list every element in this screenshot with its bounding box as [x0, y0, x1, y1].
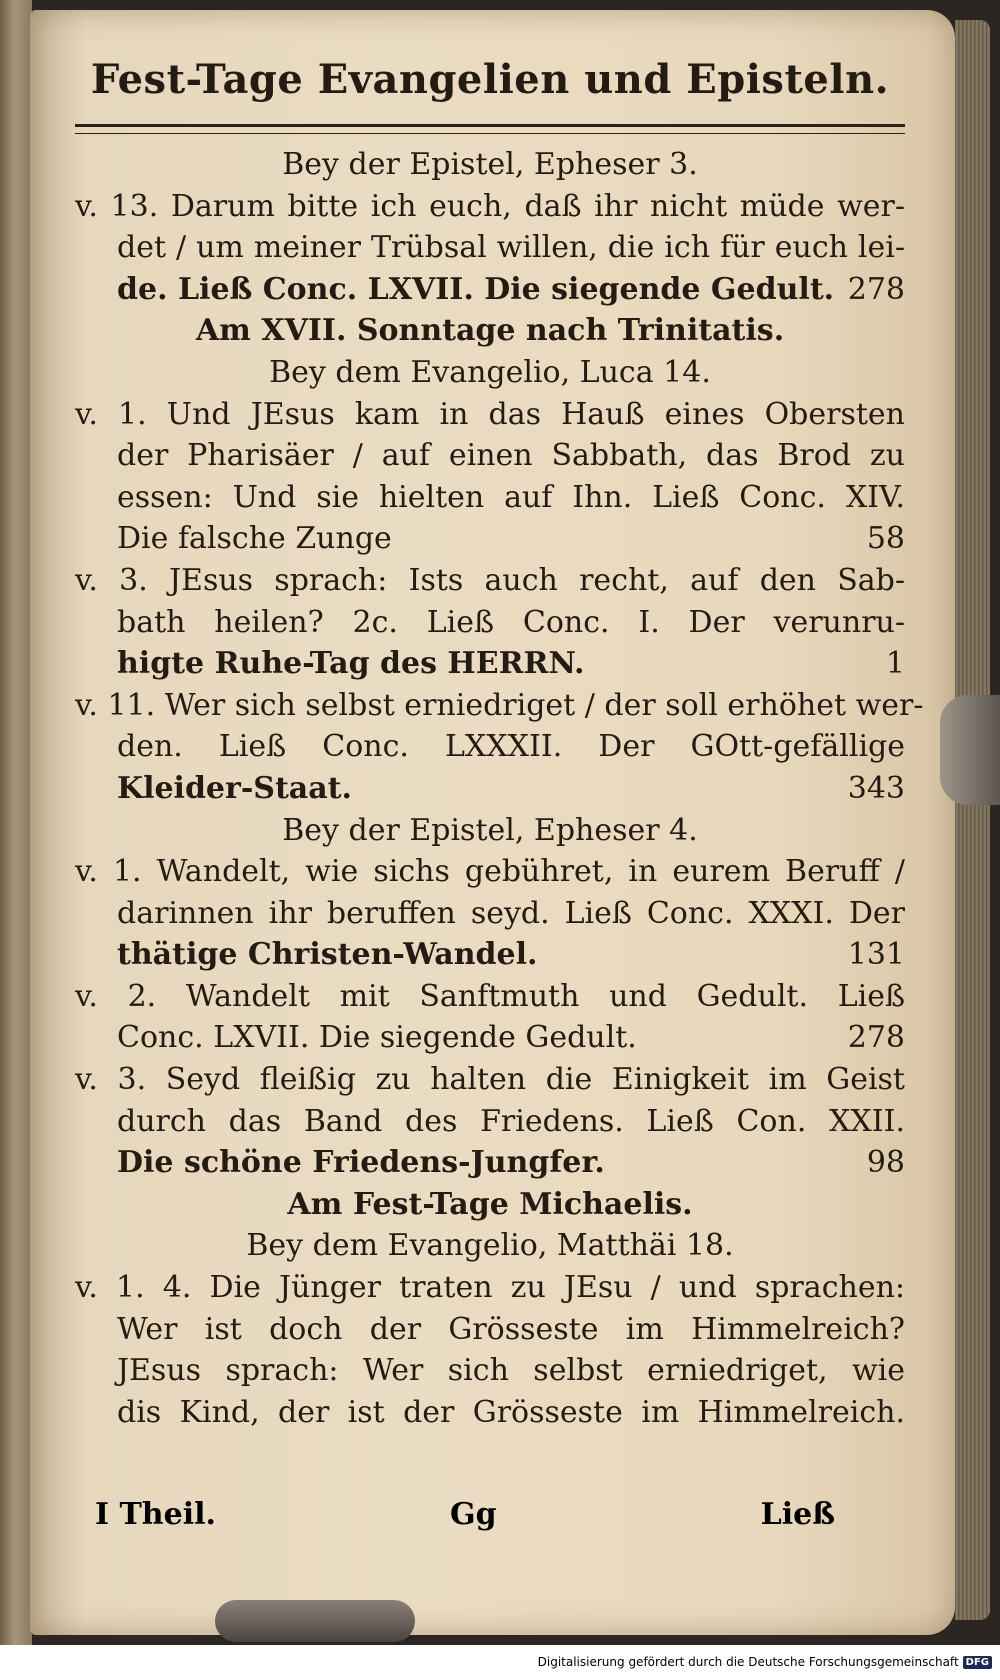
- line-text: Bey dem Evangelio, Matthäi 18.: [246, 1228, 734, 1264]
- line-text: durch das Band des Friedens. Ließ Con. XXII.: [117, 1103, 905, 1139]
- page-clip: [215, 1600, 415, 1642]
- text-line: [75, 518, 905, 560]
- page-tab-marker: [940, 695, 1000, 805]
- header-rule: [75, 124, 905, 134]
- text-line: [75, 1184, 905, 1226]
- line-text: thätige Christen-Wandel.: [117, 937, 538, 973]
- text-line: [75, 186, 905, 228]
- line-text: v. 11. Wer sich selbst erniedriget / der soll erhöhet wer-: [75, 687, 924, 723]
- text-lines: [75, 144, 924, 1433]
- text-line: [75, 934, 905, 976]
- line-text: Am Fest-Tage Michaelis.: [287, 1186, 693, 1222]
- line-text: v. 2. Wandelt mit Sanftmuth und Gedult. Ließ: [75, 978, 905, 1014]
- page-reference-number: 1: [885, 646, 905, 682]
- running-header: Fest-Tage Evangelien und Episteln.: [90, 56, 890, 103]
- line-text: Am XVII. Sonntage nach Trinitatis.: [195, 313, 785, 349]
- line-text: der Pharisäer / auf einen Sabbath, das Brod zu: [117, 438, 905, 474]
- text-line: [75, 477, 905, 519]
- leaf-signature: Gg: [450, 1497, 497, 1532]
- line-text: bath heilen? 2c. Ließ Conc. I. Der verunru-: [117, 604, 905, 640]
- line-text: v. 3. JEsus sprach: Ists auch recht, auf den Sab-: [75, 562, 905, 598]
- text-line: [75, 352, 905, 394]
- text-line: [75, 1059, 905, 1101]
- line-text: Bey der Epistel, Epheser 3.: [282, 147, 698, 182]
- text-line: [75, 394, 905, 436]
- text-line: [75, 560, 905, 602]
- line-text: Bey dem Evangelio, Luca 14.: [269, 354, 711, 390]
- text-line: [75, 310, 905, 352]
- text-line: [75, 1142, 905, 1184]
- page-footer: [95, 1495, 835, 1535]
- line-text: v. 13. Darum bitte ich euch, daß ihr nicht müde wer-: [75, 188, 905, 224]
- page-reference-number: 278: [847, 271, 905, 307]
- line-text: v. 1. Und JEsus kam in das Hauß eines Obersten: [75, 396, 905, 432]
- line-text: higte Ruhe-Tag des HERRN.: [117, 646, 585, 682]
- facing-page-edge: [0, 0, 32, 1645]
- credit-text: Digitalisierung gefördert durch die Deutsche Forschungsgemeinschaft: [537, 1655, 959, 1669]
- page-reference-number: 98: [866, 1145, 905, 1181]
- text-line: [75, 1225, 905, 1267]
- text-line: [75, 227, 905, 269]
- line-text: Bey der Epistel, Epheser 4.: [282, 812, 698, 848]
- line-text: v. 1. Wandelt, wie sichs gebühret, in eurem Beruff /: [75, 854, 905, 890]
- line-text: den. Ließ Conc. LXXXII. Der GOtt-gefällige: [117, 729, 905, 765]
- book-fore-edge: [955, 20, 990, 1620]
- text-line: [75, 1392, 905, 1434]
- text-line: [75, 893, 905, 935]
- text-line: [75, 726, 905, 768]
- text-line: [75, 1017, 905, 1059]
- line-text: v. 1. 4. Die Jünger traten zu JEsu / und sprachen:: [75, 1270, 905, 1306]
- page-text: [75, 40, 924, 1433]
- text-line: [75, 435, 905, 477]
- page-reference-number: 131: [847, 937, 905, 973]
- text-line: [75, 976, 905, 1018]
- text-line: [75, 643, 905, 685]
- text-line: [75, 1101, 905, 1143]
- catchword: Ließ: [760, 1497, 835, 1532]
- line-text: essen: Und sie hielten auf Ihn. Ließ Conc. XIV.: [117, 479, 905, 515]
- text-line: [75, 810, 905, 852]
- text-line: [75, 269, 905, 311]
- page-reference-number: 58: [866, 521, 905, 557]
- text-line: [75, 685, 924, 727]
- text-line: [75, 851, 905, 893]
- signature-mark: I Theil.: [95, 1497, 216, 1532]
- page-reference-number: 278: [847, 1020, 905, 1056]
- text-line: [75, 1309, 905, 1351]
- line-text: JEsus sprach: Wer sich selbst erniedriget, wie: [117, 1353, 905, 1389]
- line-text: de. Ließ Conc. LXVII. Die siegende Gedult.: [117, 271, 835, 307]
- line-text: darinnen ihr beruffen seyd. Ließ Conc. XXXI. Der: [117, 895, 905, 931]
- digitization-credit: [538, 1652, 992, 1672]
- text-line: [75, 1350, 905, 1392]
- line-text: Wer ist doch der Grösseste im Himmelreich?: [117, 1311, 905, 1347]
- line-text: v. 3. Seyd fleißig zu halten die Einigkeit im Geist: [75, 1062, 905, 1098]
- text-line: [75, 768, 905, 810]
- line-text: Die schöne Friedens-Jungfer.: [117, 1145, 605, 1181]
- line-text: det / um meiner Trübsal willen, die ich für euch lei-: [117, 230, 905, 266]
- text-line: [75, 144, 905, 186]
- line-text: dis Kind, der ist der Grösseste im Himmelreich.: [117, 1394, 905, 1430]
- dfg-logo: DFG: [963, 1656, 992, 1669]
- line-text: Die falsche Zunge: [117, 521, 392, 557]
- text-line: [75, 602, 905, 644]
- text-line: [75, 1267, 905, 1309]
- line-text: Conc. LXVII. Die siegende Gedult.: [117, 1020, 637, 1056]
- line-text: Kleider-Staat.: [117, 770, 352, 806]
- page-reference-number: 343: [847, 770, 905, 806]
